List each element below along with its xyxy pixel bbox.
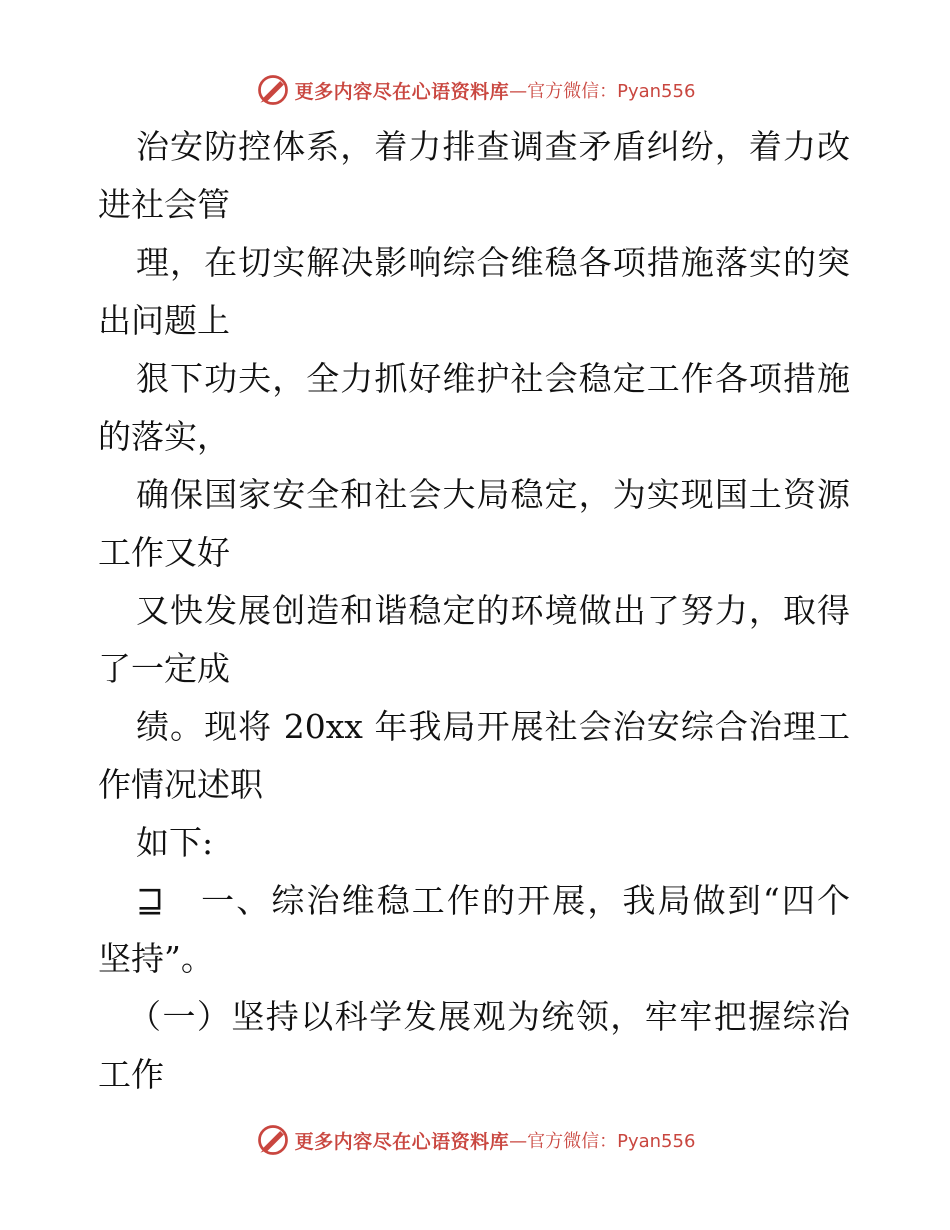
text-line <box>98 292 850 350</box>
text-line <box>98 118 850 176</box>
line-text: 绩。现将 20xx 年我局开展社会治安综合治理工 <box>136 707 850 746</box>
text-line <box>98 524 850 582</box>
banner-wechat-text: —官方微信：Pyan556 <box>509 81 696 102</box>
banner-brand-text: 更多内容尽在心语资料库 <box>294 80 510 103</box>
text-line <box>98 234 850 292</box>
line-text: 治安防控体系，着力排查调查矛盾纠纷，着力改 <box>136 127 850 166</box>
line-text: 作情况述职 <box>98 765 263 804</box>
header-banner <box>0 70 950 110</box>
text-line <box>98 698 850 756</box>
pen-logo-icon <box>255 72 291 108</box>
text-line <box>98 350 850 408</box>
banner-wechat-text: —官方微信：Pyan556 <box>509 1131 696 1152</box>
line-text: 了一定成 <box>98 649 230 688</box>
footer-banner <box>0 1120 950 1160</box>
text-line <box>98 408 850 466</box>
line-text: 又快发展创造和谐稳定的环境做出了努力，取得 <box>136 591 850 630</box>
line-text: 如下: <box>136 823 214 862</box>
line-text: 坚持”。 <box>98 939 214 978</box>
line-text: 出问题上 <box>98 301 230 340</box>
pen-logo-icon <box>255 1122 291 1158</box>
text-line <box>98 756 850 814</box>
text-line <box>98 988 850 1046</box>
text-line <box>98 466 850 524</box>
text-line <box>98 1046 850 1104</box>
line-text: 工作又好 <box>98 533 230 572</box>
text-line <box>98 814 850 872</box>
document-body <box>98 118 850 1104</box>
text-line <box>98 640 850 698</box>
line-text: 确保国家安全和社会大局稳定，为实现国土资源 <box>136 475 850 514</box>
line-text: 的落实， <box>98 417 230 456</box>
banner-brand-text: 更多内容尽在心语资料库 <box>294 1130 510 1153</box>
text-line <box>98 582 850 640</box>
text-line <box>98 176 850 234</box>
line-text: 工作 <box>98 1055 164 1094</box>
line-text: （一）坚持以科学发展观为统领，牢牢把握综治 <box>128 997 850 1036</box>
line-text: 进社会管 <box>98 185 230 224</box>
text-line <box>98 872 850 930</box>
line-text: ⊒ 一、综治维稳工作的开展，我局做到“四个 <box>136 881 850 920</box>
line-text: 狠下功夫，全力抓好维护社会稳定工作各项措施 <box>136 359 850 398</box>
text-line <box>98 930 850 988</box>
line-text: 理，在切实解决影响综合维稳各项措施落实的突 <box>136 243 850 282</box>
